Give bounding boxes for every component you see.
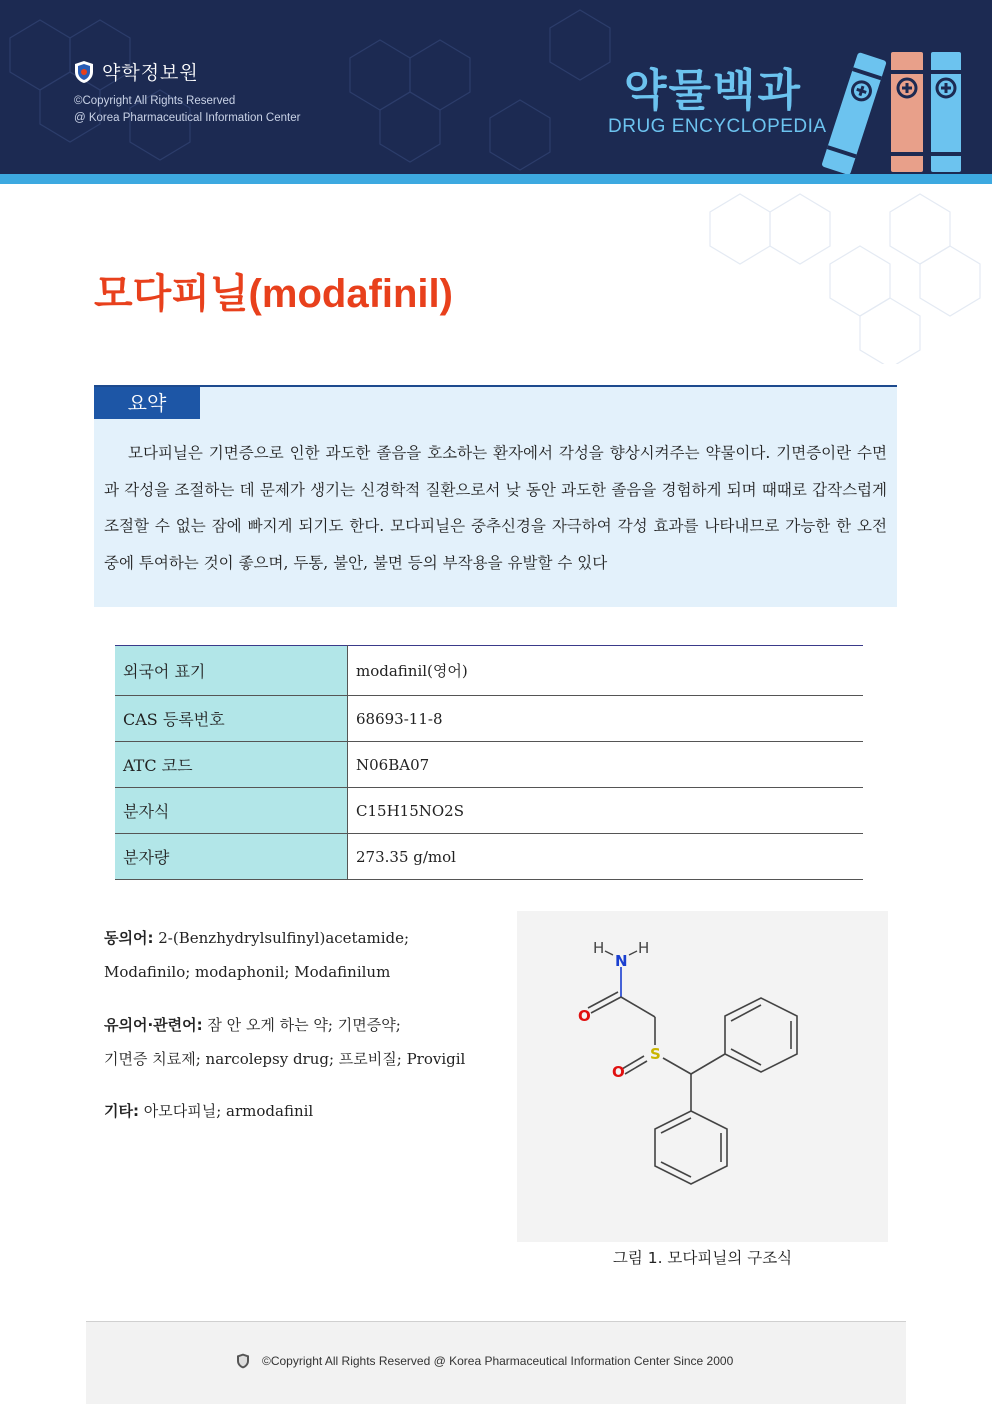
row-key: ATC 코드 (115, 742, 348, 788)
structure-diagram (517, 911, 888, 1242)
page-title: 모다피닐(modafinil) (94, 272, 453, 316)
row-key: 분자량 (115, 834, 348, 880)
row-value: 273.35 g/mol (348, 834, 864, 880)
org-name: 약학정보원 (102, 62, 199, 84)
atom-h2: H (638, 939, 650, 957)
table-row (115, 834, 863, 880)
atom-o1: O (578, 1007, 591, 1025)
summary-label: 요약 (94, 387, 200, 419)
atom-o2: O (612, 1063, 625, 1081)
synonyms-label: 동의어: (104, 929, 154, 947)
header-banner (0, 0, 992, 184)
related-line2: 기면증 치료제; narcolepsy drug; 프로비질; Provigil (104, 1050, 466, 1068)
figure-caption: 그림 1. 모다피닐의 구조식 (612, 1249, 793, 1267)
summary-box (94, 385, 897, 607)
table-row (115, 646, 863, 696)
synonyms-line2: Modafinilo; modaphonil; Modafinilum (104, 963, 391, 981)
books-icon (815, 44, 975, 174)
footer-copyright: ©Copyright All Rights Reserved @ Korea Pharmaceutical Information Center Since 2000 (262, 1354, 734, 1368)
other-block (104, 1094, 313, 1128)
row-value: 68693-11-8 (348, 696, 864, 742)
row-key: CAS 등록번호 (115, 696, 348, 742)
table-row (115, 788, 863, 834)
footer (86, 1321, 906, 1404)
footer-shield-icon (236, 1353, 250, 1369)
atom-h1: H (593, 939, 605, 957)
related-line1: 잠 안 오게 하는 약; 기면증약; (207, 1016, 401, 1034)
other-label: 기타: (104, 1102, 139, 1120)
other-value: 아모다피닐; armodafinil (143, 1102, 314, 1120)
row-value: modafinil(영어) (348, 646, 864, 696)
summary-text: 모다피닐은 기면증으로 인한 과도한 졸음을 호소하는 환자에서 각성을 향상시켜주는 약물이다. 기면증이란 수면과 각성을 조절하는 데 문제가 생기는 신경학적 질환으로서 낮 동안 과도한 졸음을 경험하게 되며 때때로 갑작스럽게 조절할 수 없는 잠에 빠지게 되기도 한다. 모다피닐은 중추신경을 자극하여 각성 효과를 나타내므로 가능한 한 오전 중에 투여하는 것이 좋으며, 두통, 불안, 불면 등의 부작용을 유발할 수 있다 (104, 444, 887, 572)
row-value: C15H15NO2S (348, 788, 864, 834)
synonyms-line1: 2-(Benzhydrylsulfinyl)acetamide; (158, 929, 410, 947)
org-shield-icon (74, 60, 94, 84)
encyclopedia-title-kr: 약물백과 (624, 65, 803, 116)
row-key: 외국어 표기 (115, 646, 348, 696)
related-block (104, 1008, 465, 1076)
table-row (115, 696, 863, 742)
copyright-line1: ©Copyright All Rights Reserved (74, 95, 236, 107)
info-table (115, 645, 863, 880)
synonyms-block (104, 921, 409, 989)
row-key: 분자식 (115, 788, 348, 834)
atom-s: S (650, 1045, 661, 1063)
page-hexagon-pattern (680, 184, 992, 364)
related-label: 유의어·관련어: (104, 1016, 203, 1034)
encyclopedia-title-en: DRUG ENCYCLOPEDIA (608, 116, 827, 137)
copyright-line2: @ Korea Pharmaceutical Information Center (74, 112, 301, 124)
row-value: N06BA07 (348, 742, 864, 788)
org-brand (74, 58, 199, 85)
table-row (115, 742, 863, 788)
structure-figure (517, 911, 888, 1242)
header-stripe (0, 174, 992, 184)
atom-n: N (615, 952, 628, 970)
